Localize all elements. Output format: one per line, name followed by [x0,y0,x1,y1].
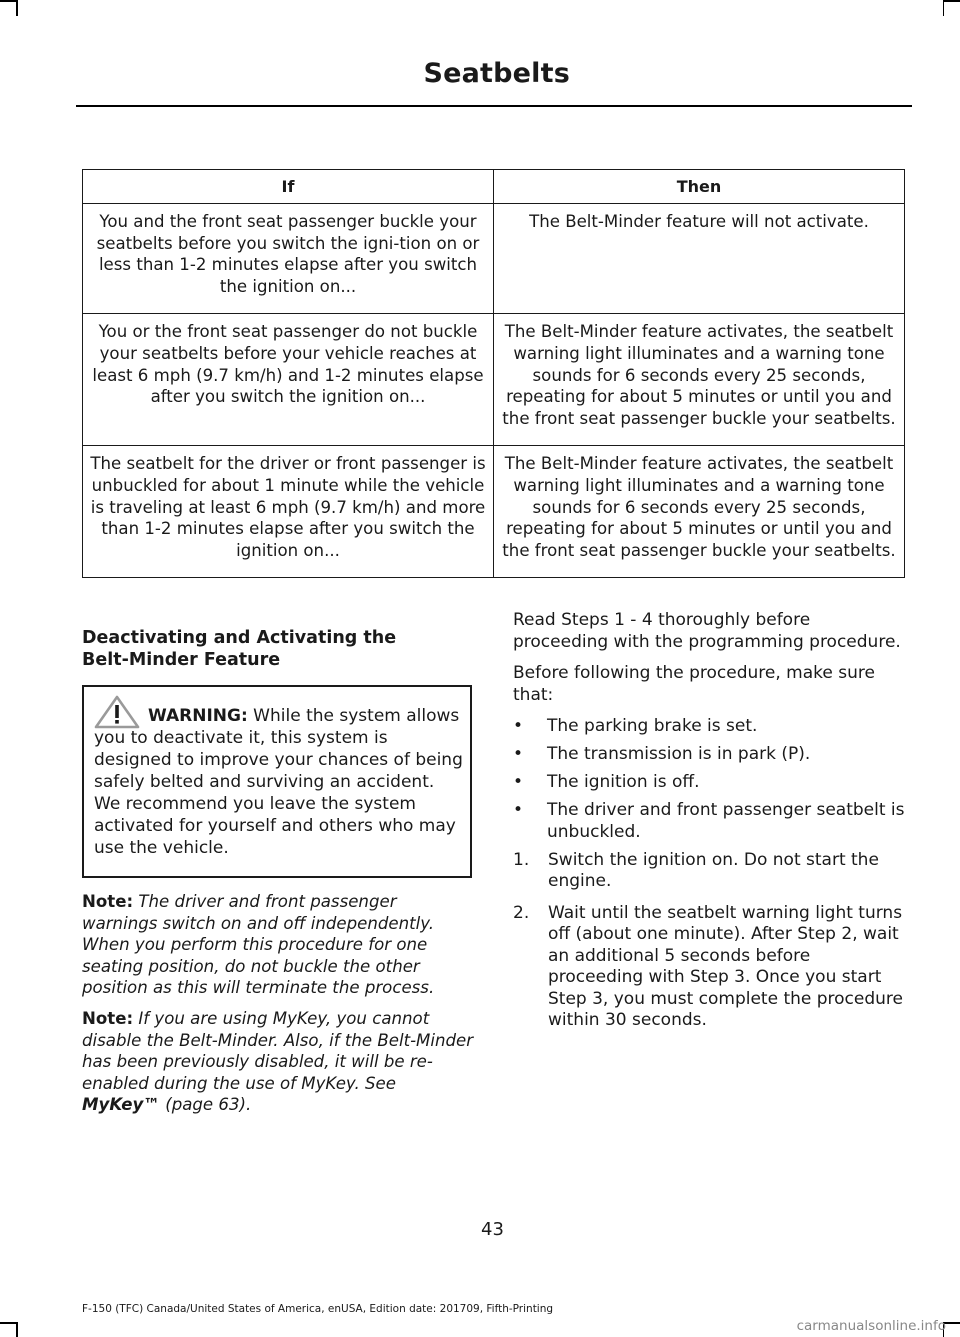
table-cell-if: You and the front seat passenger buckle your seatbelts before you switch the igni-tion on or less than 1-2 minutes elapse after you switch the ignition on... [83,204,494,314]
page-number: 43 [481,1219,504,1240]
page-reference: (page 63). [159,1095,252,1115]
section-heading [82,627,474,671]
intro-paragraph: Read Steps 1 - 4 thoroughly before proceeding with the programming procedure. [513,610,901,652]
table-cell-then: The Belt-Minder feature activates, the seatbelt warning light illuminates and a warning tone sounds for 6 seconds every 25 seconds, repeating for about 5 minutes or until you and the front seat passenger buckle your seatbelts. [494,446,905,578]
section-heading-line: Belt-Minder Feature [82,650,281,670]
crop-mark [943,0,945,16]
if-then-table [82,169,905,578]
crop-mark [0,0,16,2]
crop-mark [16,1322,18,1337]
table-row [83,446,905,578]
crop-mark [16,0,18,16]
bullet-marker: • [513,744,524,764]
list-item-text: The ignition is off. [547,772,700,792]
table-cell-then: The Belt-Minder feature will not activate. [494,204,905,314]
warning-text [94,705,464,859]
edition-footer: F-150 (TFC) Canada/United States of America, enUSA, Edition date: 201709, Fifth-Printing [82,1303,554,1315]
list-item-text: The parking brake is set. [547,716,758,736]
table-header-row [83,170,905,204]
list-item [513,716,908,738]
step-number: 1. [513,849,530,870]
table-cell-then: The Belt-Minder feature activates, the seatbelt warning light illuminates and a warning tone sounds for 6 seconds every 25 seconds, repeating for about 5 minutes or until you and the front seat passenger buckle your seatbelts. [494,314,905,446]
crop-mark [0,1322,16,1324]
section-heading-line: Deactivating and Activating the [82,628,397,648]
warning-label: WARNING: [148,706,248,726]
note-text: If you are using MyKey, you cannot disable the Belt-Minder. Also, if the Belt-Minder has been previously disabled, it will be re-enabled during the use of MyKey. See [82,1009,474,1093]
mykey-page-link[interactable]: MyKey™ [82,1095,160,1115]
table-row [83,314,905,446]
note-text: The driver and front passenger warnings switch on and off independently. When you perform this procedure for one seating position, do not buckle the other position as this will terminate the process. [82,892,435,998]
warning-body: While the system allows you to deactivate it, this system is designed to improve your chances of being safely belted and surviving an accident. We recommend you leave the system activated for yourself and others who may use the vehicle. [94,706,463,858]
watermark: carmanualsonline.info [796,1318,946,1334]
bullet-marker: • [513,716,524,736]
crop-mark [944,0,960,2]
precondition-list [513,716,908,843]
warning-box [82,685,472,878]
list-item [513,744,908,766]
before-paragraph: Before following the procedure, make sure that: [513,663,875,705]
table-header-then: Then [494,170,905,204]
bullet-marker: • [513,772,524,792]
step-text: Wait until the seatbelt warning light turns off (about one minute). After Step 2, wait an additional 5 seconds before proceeding with Step 3. Once you start Step 3, you must complete the procedure within 30 seconds. [548,902,903,1030]
table-header-if: If [83,170,494,204]
table-cell-if: The seatbelt for the driver or front passenger is unbuckled for about 1 minute while the vehicle is traveling at least 6 mph (9.7 km/h) and more than 1-2 minutes elapse after you switch the ignition on... [83,446,494,578]
procedure-steps [513,850,908,1032]
note-label: Note: [82,892,134,911]
title-divider [76,105,912,107]
step-text: Switch the ignition on. Do not start the engine. [548,849,879,891]
note-label: Note: [82,1009,134,1028]
table-cell-if: You or the front seat passenger do not buckle your seatbelts before your vehicle reaches at least 6 mph (9.7 km/h) and 1-2 minutes elapse after you switch the ignition on... [83,314,494,446]
crop-mark [944,1322,960,1324]
list-item [513,772,908,794]
bullet-marker: • [513,800,524,820]
list-item-text: The transmission is in park (P). [547,744,811,764]
step-item [513,850,908,893]
note [82,891,474,999]
step-number: 2. [513,902,530,923]
right-column [513,610,908,1042]
table-row [83,204,905,314]
step-item [513,903,908,1032]
list-item [513,800,908,843]
page-title: Seatbelts [423,58,570,89]
list-item-text: The driver and front passenger seatbelt is unbuckled. [547,800,905,842]
note [82,1008,474,1116]
